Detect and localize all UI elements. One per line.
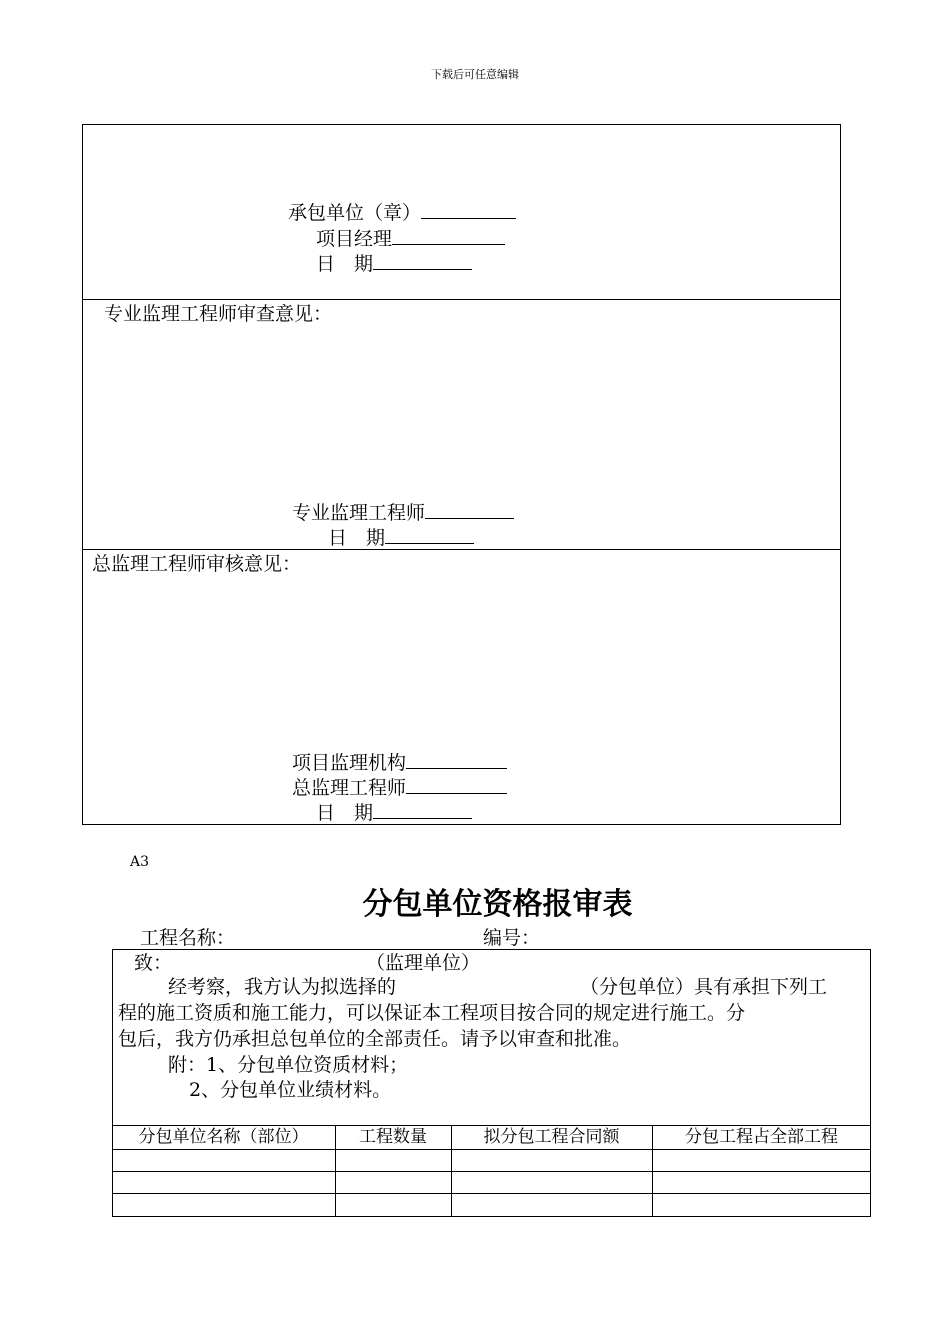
signature-blank[interactable]: [421, 200, 516, 219]
project-manager-line: [316, 226, 505, 252]
download-note: 下载后可任意编辑: [431, 68, 519, 81]
date-blank[interactable]: [373, 800, 472, 819]
signature-blank[interactable]: [425, 500, 514, 519]
table-header-quantity: 工程数量: [359, 1127, 427, 1147]
project-name-label: 工程名称：: [140, 927, 236, 949]
divider: [82, 299, 841, 300]
signature-blank[interactable]: [406, 775, 507, 794]
body-line-3: 包后，我方仍承担总包单位的全部责任。请予以审查和批准。: [118, 1028, 632, 1050]
date-line: [328, 525, 474, 551]
specialist-engineer-label: 专业监理工程师: [292, 502, 426, 524]
date-line: [316, 251, 472, 277]
date-label: 日 期: [316, 253, 374, 275]
attachment-1: 附：1、分包单位资质材料；: [168, 1054, 409, 1076]
project-manager-label: 项目经理: [316, 228, 393, 250]
table-header-contract-amount: 拟分包工程合同额: [483, 1127, 620, 1147]
supervision-unit-label: （监理单位）: [366, 952, 481, 974]
chief-engineer-label: 总监理工程师: [292, 777, 407, 799]
supervision-org-label: 项目监理机构: [292, 752, 407, 774]
body-line-1b: （分包单位）具有承担下列工: [580, 976, 828, 998]
supervision-org-line: [292, 750, 507, 776]
specialist-engineer-line: [292, 500, 514, 526]
attachment-2: 2、分包单位业绩材料。: [189, 1079, 392, 1101]
table-row-divider: [112, 1149, 871, 1150]
to-label: 致：: [134, 952, 173, 974]
table-header-share: 分包工程占全部工程: [685, 1127, 838, 1147]
table-row-divider: [112, 1171, 871, 1172]
date-label: 日 期: [328, 527, 386, 549]
number-label: 编号：: [483, 927, 541, 949]
form-title: 分包单位资格报审表: [362, 887, 633, 922]
body-line-1a: 经考察，我方认为拟选择的: [168, 976, 397, 998]
table-header-subcontractor: 分包单位名称（部位）: [138, 1127, 309, 1147]
body-line-2: 程的施工资质和施工能力，可以保证本工程项目按合同的规定进行施工。分: [118, 1002, 746, 1024]
contractor-unit-line: [288, 200, 516, 226]
chief-engineer-line: [292, 775, 507, 801]
chief-review-heading: 总监理工程师审核意见：: [92, 553, 302, 575]
date-label: 日 期: [316, 802, 374, 824]
table-row-divider: [112, 1193, 871, 1194]
form-code: A3: [130, 854, 150, 870]
specialist-review-heading: 专业监理工程师审查意见：: [104, 303, 333, 325]
date-blank[interactable]: [373, 251, 472, 270]
date-line: [316, 800, 472, 826]
date-blank[interactable]: [385, 525, 474, 544]
contractor-unit-label: 承包单位（章）: [288, 202, 422, 224]
signature-blank[interactable]: [406, 750, 507, 769]
signature-blank[interactable]: [392, 226, 505, 245]
